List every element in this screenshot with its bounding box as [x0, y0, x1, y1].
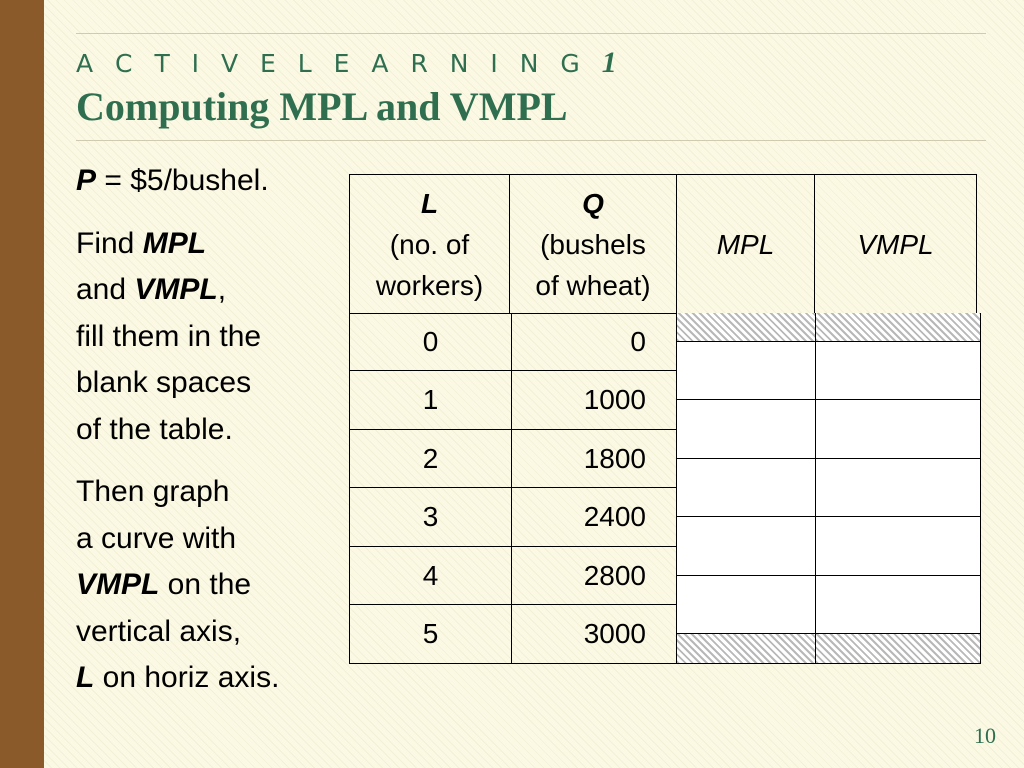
slide-title: Computing MPL and VMPL — [76, 84, 568, 129]
mpl-input-cell[interactable] — [677, 576, 816, 634]
kicker-text: A C T I V E L E A R N I N G — [76, 49, 587, 78]
hatched-cell-mpl-bottom — [677, 634, 816, 663]
cell-q: 2400 — [583, 501, 646, 532]
find-paragraph: Find MPL and VMPL, fill them in the blank spaces of the table. — [76, 226, 262, 446]
table-row — [349, 547, 677, 605]
cell-q: 1800 — [583, 443, 646, 474]
vmpl-input-cell[interactable] — [816, 400, 980, 459]
cell-l: 0 — [350, 313, 512, 370]
active-learning-label — [76, 46, 617, 80]
top-divider — [76, 33, 986, 34]
mpl-vmpl-columns — [677, 313, 981, 664]
cell-l: 5 — [350, 605, 512, 663]
title-divider — [76, 140, 986, 141]
header-mpl: MPL — [677, 175, 815, 314]
mpl-input-cell[interactable] — [677, 459, 816, 517]
left-accent-bar — [0, 0, 44, 768]
table-row — [349, 605, 677, 664]
hatched-cell-vmpl-bottom — [816, 634, 980, 663]
cell-q: 1000 — [583, 384, 646, 415]
table-body-grid — [349, 313, 981, 664]
table-row — [349, 430, 677, 488]
table-row — [349, 488, 677, 547]
vmpl-input-cell[interactable] — [816, 517, 980, 576]
cell-q: 0 — [630, 326, 646, 357]
page-number: 10 — [974, 723, 996, 748]
table-row — [349, 313, 677, 371]
cell-q: 3000 — [583, 618, 646, 649]
header-labor: L (no. of workers) — [350, 175, 510, 314]
production-table — [349, 174, 977, 314]
table-header-row — [350, 175, 977, 314]
mpl-input-cell[interactable] — [677, 400, 816, 459]
vmpl-input-cell[interactable] — [816, 459, 980, 517]
vmpl-input-cell[interactable] — [816, 576, 980, 634]
cell-l: 3 — [350, 488, 512, 546]
hatched-cell-mpl-top — [677, 313, 816, 342]
cell-q: 2800 — [583, 560, 646, 591]
price-line: P = $5/bushel. — [76, 164, 269, 197]
instructions-text — [76, 158, 346, 718]
cell-l: 2 — [350, 430, 512, 487]
kicker-number: 1 — [601, 46, 617, 79]
cell-l: 1 — [350, 371, 512, 429]
table-row — [349, 371, 677, 430]
cell-l: 4 — [350, 547, 512, 604]
graph-paragraph: Then graph a curve with VMPL on the vertical axis, L on horiz axis. — [76, 475, 280, 694]
vmpl-input-cell[interactable] — [816, 342, 980, 400]
header-quantity: Q (bushels of wheat) — [510, 175, 677, 314]
mpl-input-cell[interactable] — [677, 517, 816, 576]
hatched-cell-vmpl-top — [816, 313, 980, 342]
mpl-input-cell[interactable] — [677, 342, 816, 400]
header-vmpl: VMPL — [815, 175, 977, 314]
